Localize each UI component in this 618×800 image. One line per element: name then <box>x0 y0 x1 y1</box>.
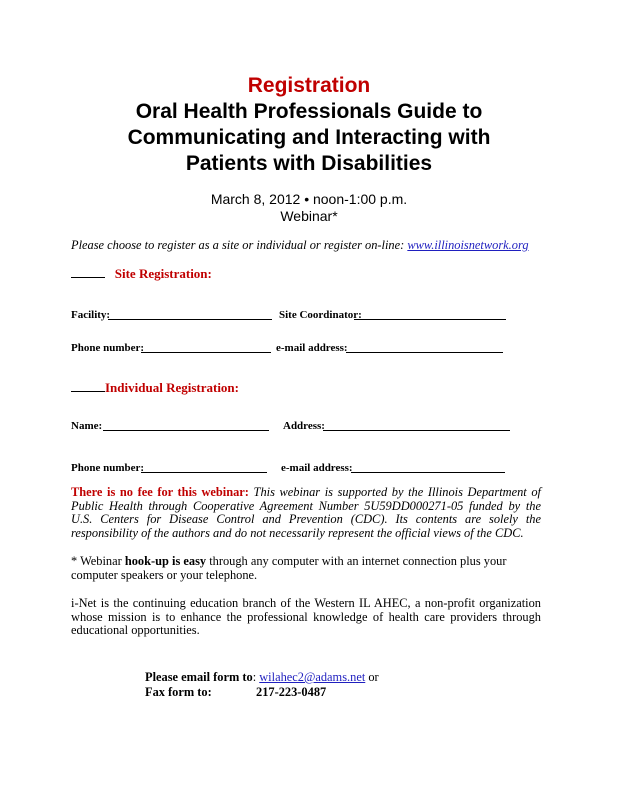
fee-body: This webinar is supported by the Illinois Department of Public Health through Cooperative Agreement Number 5U59DD000271-05 funded by the U.S. Centers for Disease Control and Prevention (CDC). Its contents are solely the responsibility of the authors and do not necessarily represent the official views of the CDC. <box>71 485 541 540</box>
email-form-label: Please email form to <box>145 670 253 684</box>
fee-heading: There is no fee for this webinar: <box>71 485 249 499</box>
site-coordinator-field[interactable] <box>354 319 506 320</box>
site-phone-label: Phone number: <box>71 342 145 354</box>
individual-registration-checkbox-line[interactable] <box>71 380 105 392</box>
event-info <box>0 191 618 225</box>
facility-label: Facility: <box>71 309 111 321</box>
name-label: Name: <box>71 420 103 432</box>
individual-registration-label: Individual Registration: <box>105 380 239 395</box>
inet-note: i-Net is the continuing education branch of the Western IL AHEC, a non-profit organization whose mission is to enhance the professional knowledge of health care providers through educational opportunities. <box>71 596 541 637</box>
fax-form-label: Fax form to: <box>145 685 212 699</box>
title-line-1: Oral Health Professionals Guide to <box>135 100 483 123</box>
site-email-field[interactable] <box>346 352 503 353</box>
address-field[interactable] <box>323 430 510 431</box>
fee-paragraph <box>71 486 541 540</box>
site-phone-field[interactable] <box>141 352 271 353</box>
webinar-note-prefix: * Webinar <box>71 554 125 568</box>
individual-phone-label: Phone number: <box>71 462 145 474</box>
website-link[interactable]: www.illinoisnetwork.org <box>407 238 529 252</box>
email-form-line <box>145 670 379 685</box>
webinar-note-bold: hook-up is easy <box>124 554 207 568</box>
email-link[interactable]: wilahec2@adams.net <box>259 670 366 684</box>
title-line-3: Patients with Disabilities <box>185 152 433 175</box>
site-email-label: e-mail address: <box>276 342 348 354</box>
event-date-time: March 8, 2012 • noon-1:00 p.m. <box>210 191 408 207</box>
intro-instructions: Please choose to register as a site or individual or register on-line: <box>71 238 408 252</box>
email-or: or <box>365 670 379 684</box>
facility-field[interactable] <box>108 319 272 320</box>
site-registration-checkbox-line[interactable] <box>71 266 105 278</box>
title-line-2: Communicating and Interacting with <box>127 126 491 149</box>
fax-number: 217-223-0487 <box>256 685 327 699</box>
name-field[interactable] <box>103 430 269 431</box>
address-label: Address: <box>283 420 325 432</box>
page-title <box>0 99 618 177</box>
individual-email-label: e-mail address: <box>281 462 353 474</box>
event-format: Webinar* <box>280 208 338 224</box>
fax-form-line <box>145 685 327 700</box>
intro-text <box>71 238 529 253</box>
site-coordinator-label: Site Coordinator: <box>279 309 362 321</box>
webinar-note <box>71 555 541 582</box>
individual-phone-field[interactable] <box>141 472 267 473</box>
site-registration-heading <box>71 266 212 282</box>
site-registration-label: Site Registration: <box>114 266 212 281</box>
individual-registration-heading <box>71 380 239 396</box>
individual-email-field[interactable] <box>351 472 505 473</box>
email-colon: : <box>252 670 260 684</box>
webinar-note-suffix: through any computer with an internet connection plus your computer speakers or your telephone. <box>71 554 507 582</box>
registration-heading: Registration <box>247 74 371 97</box>
